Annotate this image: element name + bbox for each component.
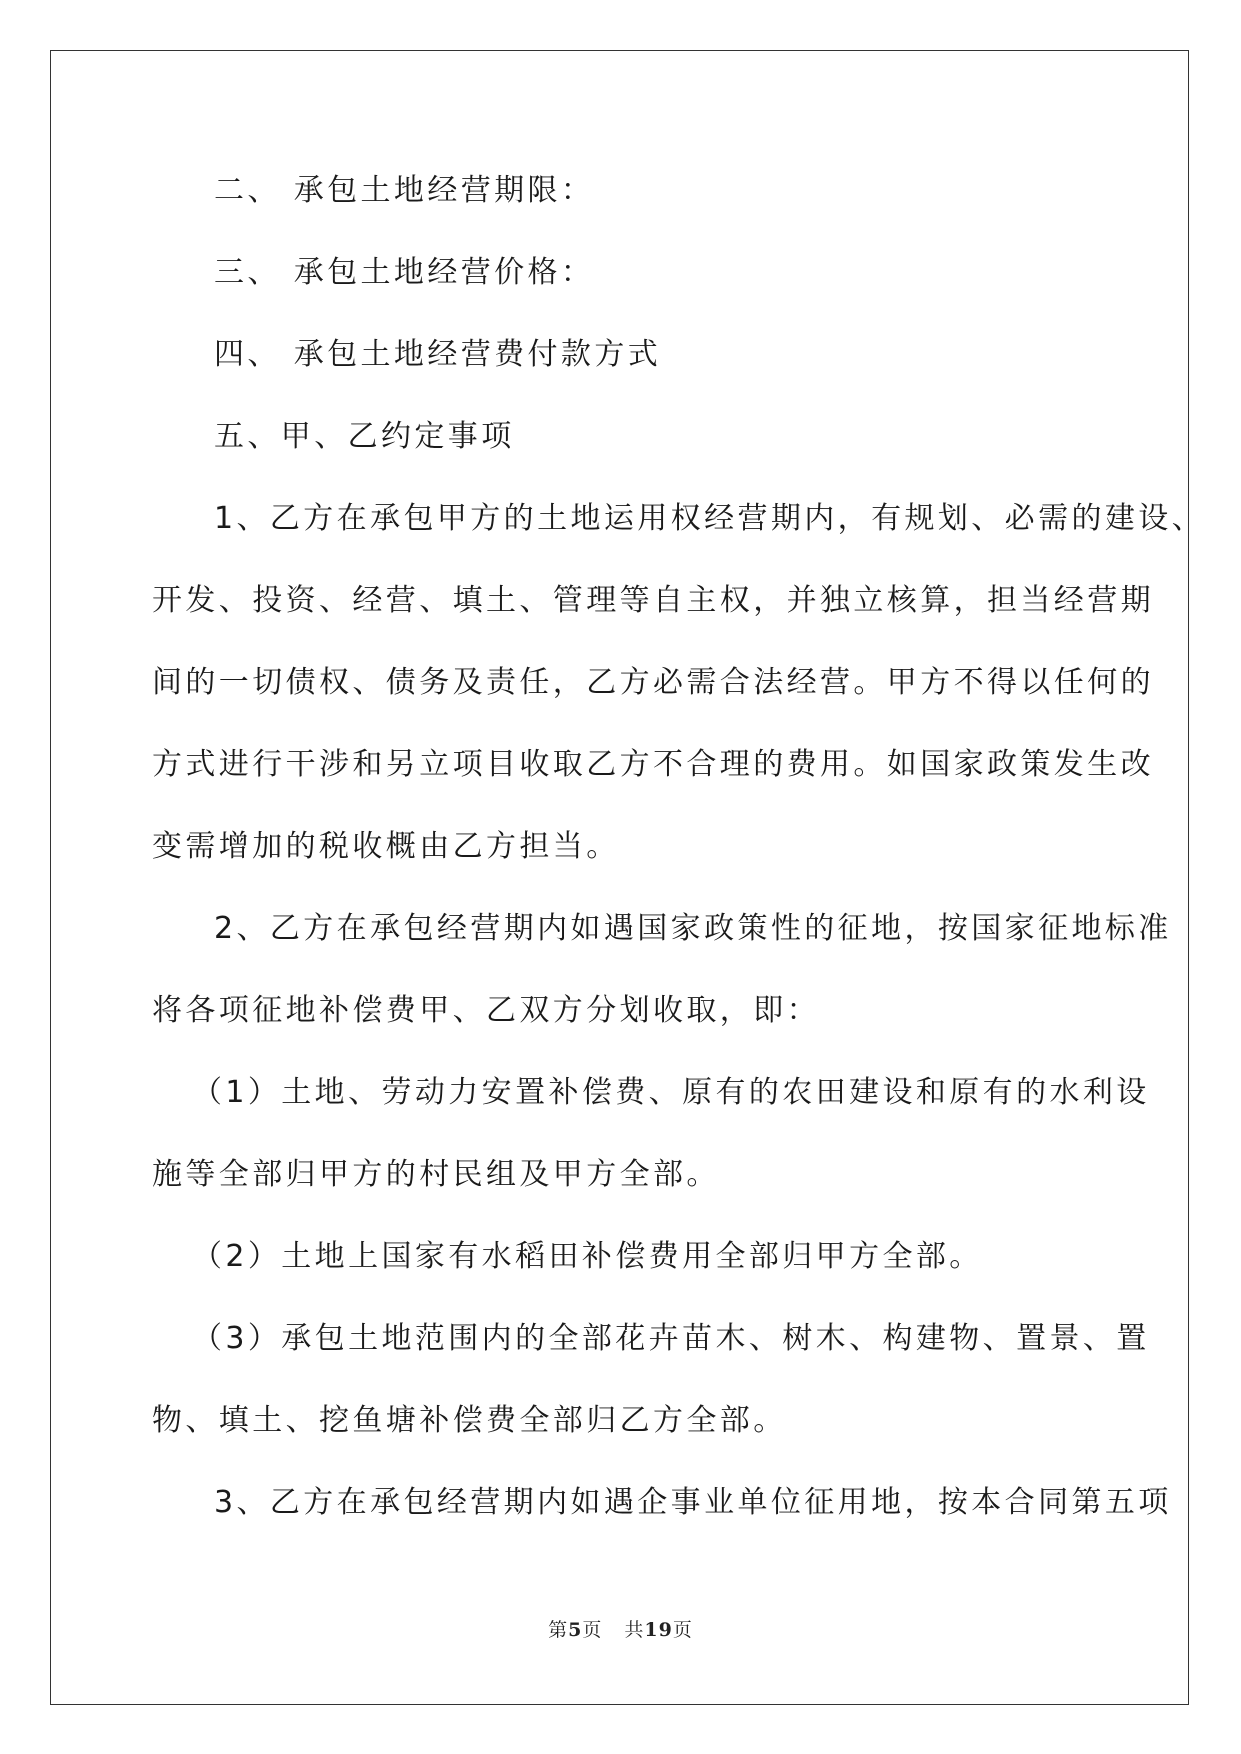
clause-2-line-2: 将各项征地补偿费甲、乙双方分划收取，即： [152, 993, 820, 1028]
subclause-3-line-1: （3）承包土地范围内的全部花卉苗木、树木、构建物、置景、置 [192, 1321, 1150, 1356]
section-heading-2: 二、 承包土地经营期限： [214, 173, 595, 208]
subclause-1-line-1: （1）土地、劳动力安置补偿费、原有的农田建设和原有的水利设 [192, 1075, 1150, 1110]
section-heading-5: 五、甲、乙约定事项 [214, 419, 515, 454]
page-footer [0, 1615, 1241, 1642]
page-number: 5 [568, 1619, 583, 1641]
total-unit: 页 [672, 1619, 693, 1641]
page-unit: 页 [582, 1619, 603, 1641]
section-heading-3: 三、 承包土地经营价格： [214, 255, 595, 290]
clause-2-line-1: 2、乙方在承包经营期内如遇国家政策性的征地，按国家征地标准 [214, 911, 1172, 946]
subclause-3-line-2: 物、填土、挖鱼塘补偿费全部归乙方全部。 [152, 1403, 787, 1438]
total-pages: 19 [644, 1619, 673, 1641]
clause-1-line-4: 方式进行干涉和另立项目收取乙方不合理的费用。如国家政策发生改 [152, 747, 1154, 782]
clause-3-line-1: 3、乙方在承包经营期内如遇企事业单位征用地，按本合同第五项 [214, 1485, 1172, 1520]
clause-1-line-3: 间的一切债权、债务及责任，乙方必需合法经营。甲方不得以任何的 [152, 665, 1154, 700]
subclause-2-line-1: （2）土地上国家有水稻田补偿费用全部归甲方全部。 [192, 1239, 983, 1274]
clause-1-line-5: 变需增加的税收概由乙方担当。 [152, 829, 620, 864]
page-prefix: 第 [548, 1619, 569, 1641]
subclause-1-line-2: 施等全部归甲方的村民组及甲方全部。 [152, 1157, 720, 1192]
clause-1-line-2: 开发、投资、经营、填土、管理等自主权，并独立核算，担当经营期 [152, 583, 1154, 618]
total-prefix: 共 [624, 1619, 645, 1641]
section-heading-4: 四、 承包土地经营费付款方式 [214, 337, 662, 372]
clause-1-line-1: 1、乙方在承包甲方的土地运用权经营期内，有规划、必需的建设、 [214, 501, 1206, 536]
document-body [152, 160, 1206, 1554]
